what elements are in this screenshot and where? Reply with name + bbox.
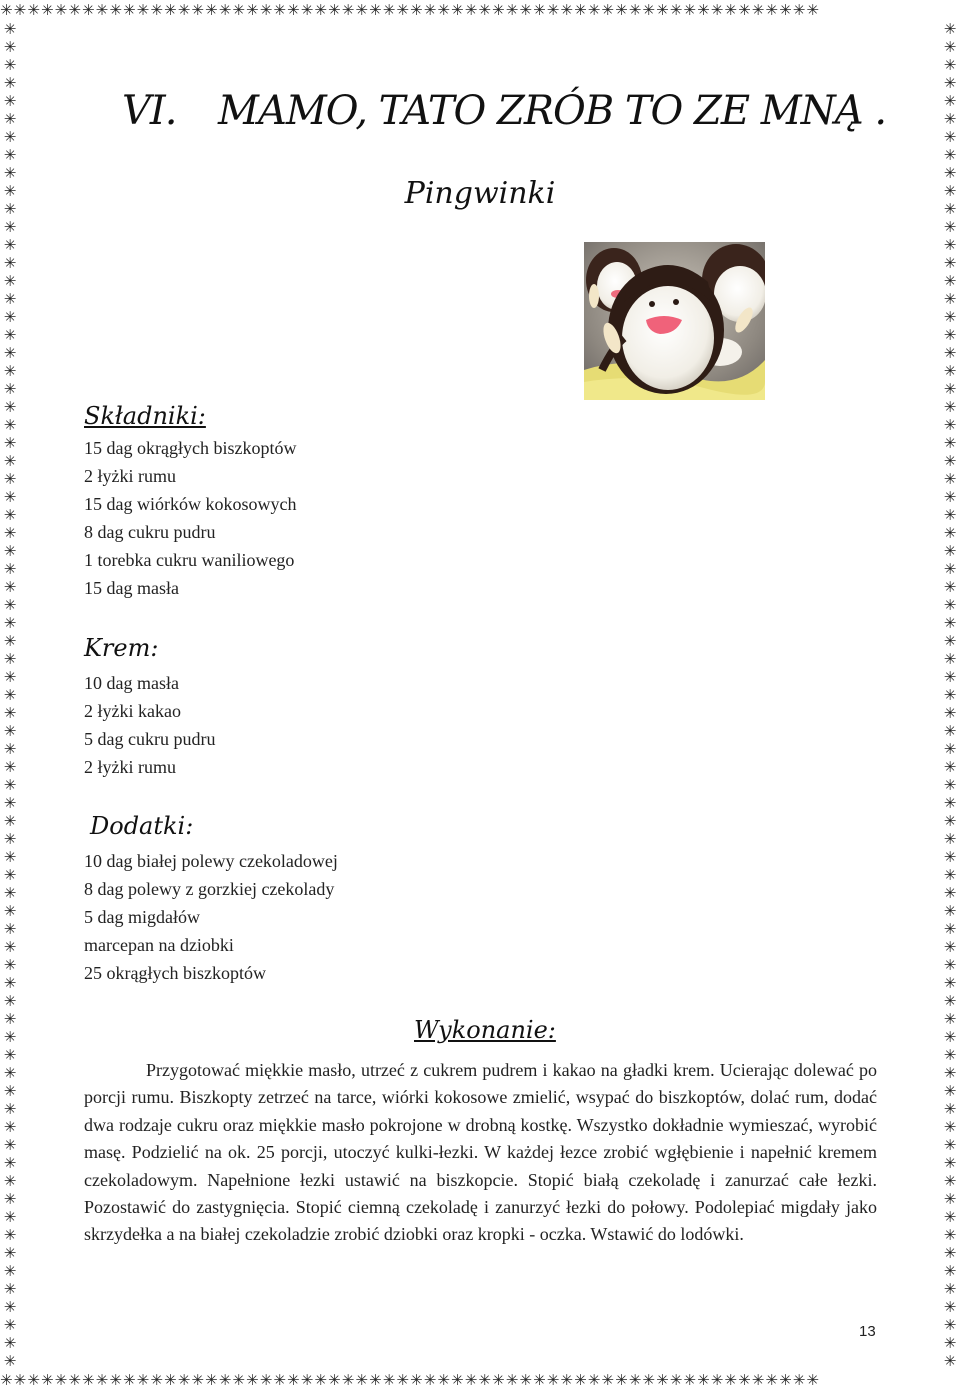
- page-number: 13: [859, 1323, 876, 1340]
- method-text: Przygotować miękkie masło, utrzeć z cukrem pudrem i kakao na gładki krem. Ucierając dolewać po porcji rumu. Biszkopty zetrzeć na tarce, wiórki kokosowe zmielić, wsypać do biszkoptów, dolać rum, dodać dwa rodzaje cukru oraz miękkie masło pokrojone w drobną kostkę. Wszystko dokładnie wymieszać, wyrobić masę. Podzielić na ok. 25 porcji, utoczyć kulki-łezki. W każdej łezce zrobić wgłębienie i napełnić kremem czekoladowym. Napełnione łezki ustawić na biszkopcie. Stopić białą czekoladę i zanurzać całe łezki. Pozostawić do zastygnięcia. Stopić ciemną czekoladę i zanurzyć łezki do połowy. Podolepiać migdały jako skrzydełka a na białej czekoladzie zrobić dziobki oraz kropki - oczka. Wstawić do lodówki.: [84, 1060, 877, 1245]
- ingredient-item: 15 dag okrągłych biszkoptów: [84, 438, 297, 458]
- cream-item: 5 dag cukru pudru: [84, 729, 216, 749]
- cream-item: 2 łyżki rumu: [84, 757, 176, 777]
- ingredient-item: 15 dag wiórków kokosowych: [84, 494, 297, 514]
- ingredient-item: 1 torebka cukru waniliowego: [84, 550, 295, 570]
- penguin-cookies-illustration: [584, 242, 765, 400]
- decorative-border-bottom: ✳✳✳✳✳✳✳✳✳✳✳✳✳✳✳✳✳✳✳✳✳✳✳✳✳✳✳✳✳✳✳✳✳✳✳✳✳✳✳✳✳✳✳✳✳✳✳✳✳✳✳✳✳✳✳✳✳✳✳✳: [0, 1371, 821, 1389]
- extras-heading: Dodatki:: [90, 812, 194, 840]
- ingredient-item: 8 dag cukru pudru: [84, 522, 216, 542]
- decorative-border-top: ✳✳✳✳✳✳✳✳✳✳✳✳✳✳✳✳✳✳✳✳✳✳✳✳✳✳✳✳✳✳✳✳✳✳✳✳✳✳✳✳✳✳✳✳✳✳✳✳✳✳✳✳✳✳✳✳✳✳✳✳: [0, 1, 821, 19]
- recipe-title: Pingwinki: [404, 176, 556, 211]
- cream-item: 10 dag masła: [84, 673, 179, 693]
- extras-item: 25 okrągłych biszkoptów: [84, 963, 266, 983]
- chapter-title-text: MAMO, TATO ZRÓB TO ZE MNĄ .: [218, 88, 887, 134]
- ingredients-heading: Składniki:: [84, 402, 206, 430]
- decorative-border-right: ✳✳✳✳✳✳✳✳✳✳✳✳✳✳✳✳✳✳✳✳✳✳✳✳✳✳✳✳✳✳✳✳✳✳✳✳✳✳✳✳✳✳✳✳✳✳✳✳✳✳✳✳✳✳✳✳✳✳✳✳✳✳✳✳✳✳✳✳✳✳✳✳✳✳✳: [943, 20, 957, 1370]
- extras-item: marcepan na dziobki: [84, 935, 234, 955]
- extras-item: 10 dag białej polewy czekoladowej: [84, 851, 338, 871]
- ingredient-item: 2 łyżki rumu: [84, 466, 176, 486]
- cream-list: [84, 669, 215, 781]
- cream-heading: Krem:: [84, 634, 159, 662]
- chapter-title: [122, 88, 886, 134]
- ingredients-list: [84, 434, 296, 602]
- penguin-cookies-photo: [584, 242, 765, 400]
- decorative-border-left: ✳✳✳✳✳✳✳✳✳✳✳✳✳✳✳✳✳✳✳✳✳✳✳✳✳✳✳✳✳✳✳✳✳✳✳✳✳✳✳✳✳✳✳✳✳✳✳✳✳✳✳✳✳✳✳✳✳✳✳✳✳✳✳✳✳✳✳✳✳✳✳✳✳✳✳: [3, 20, 17, 1370]
- extras-list: [84, 847, 338, 987]
- extras-item: 5 dag migdałów: [84, 907, 200, 927]
- ingredient-item: 15 dag masła: [84, 578, 179, 598]
- cream-item: 2 łyżki kakao: [84, 701, 181, 721]
- extras-item: 8 dag polewy z gorzkiej czekolady: [84, 879, 335, 899]
- method-heading: Wykonanie:: [414, 1016, 556, 1044]
- chapter-number: VI.: [122, 88, 177, 134]
